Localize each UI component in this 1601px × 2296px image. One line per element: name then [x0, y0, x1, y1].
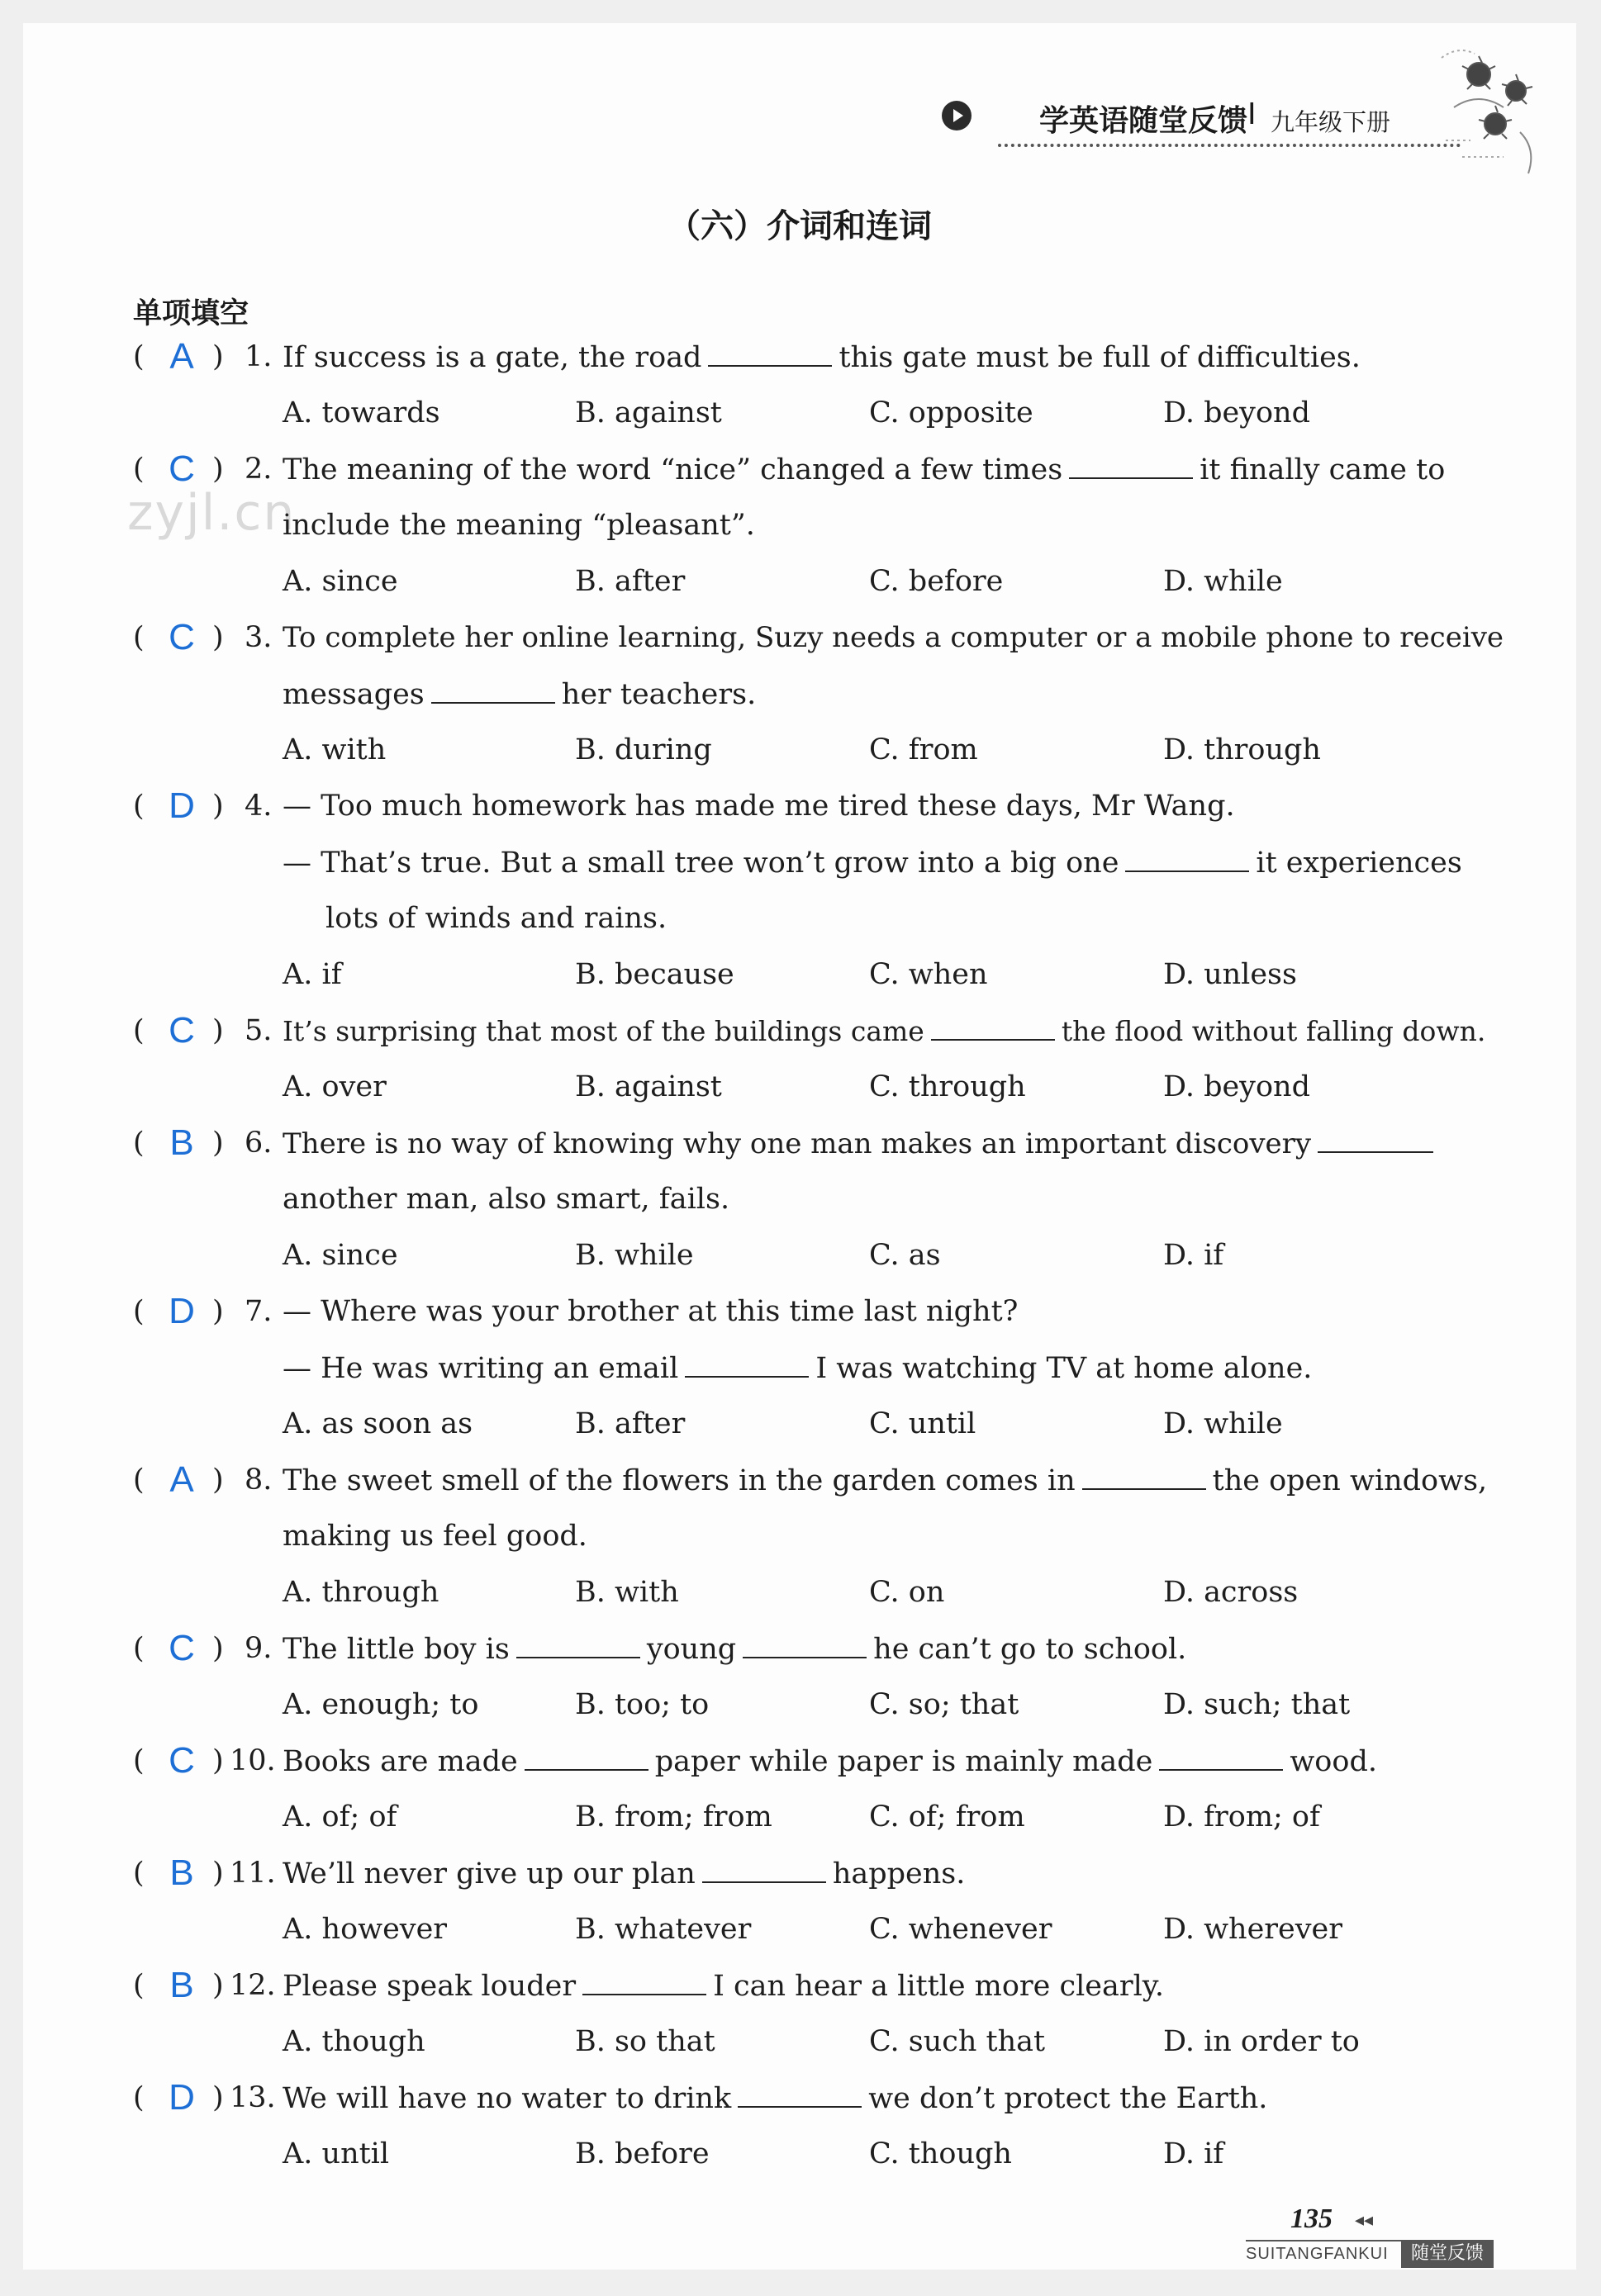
blank[interactable]: [1082, 1463, 1206, 1490]
option-c[interactable]: C. whenever: [869, 1913, 1052, 1946]
option-c[interactable]: C. so; that: [869, 1688, 1019, 1721]
option-d[interactable]: D. beyond: [1163, 1070, 1310, 1103]
question-text: To complete her online learning, Suzy needs a computer or a mobile phone to receive: [283, 621, 1504, 654]
play-icon: [942, 101, 972, 130]
blank[interactable]: [1159, 1744, 1283, 1771]
question-number: 5.: [245, 1014, 273, 1047]
question-text-cont: lots of winds and rains.: [325, 902, 667, 935]
blank[interactable]: [738, 2081, 862, 2108]
question-text: — Where was your brother at this time last night?: [283, 1295, 1019, 1328]
footer-rule: [1246, 2240, 1401, 2241]
question-text: Books are made paper while paper is mainly made wood.: [283, 1745, 1377, 1778]
option-a[interactable]: A. if: [283, 958, 342, 991]
question-number: 9.: [245, 1632, 273, 1665]
option-d[interactable]: D. such; that: [1163, 1688, 1351, 1721]
question-text: The little boy is young he can’t go to school.: [283, 1633, 1187, 1666]
part-title: 单项填空: [133, 297, 249, 330]
question-text-cont: another man, also smart, fails.: [283, 1183, 730, 1216]
question-number: 12.: [230, 1969, 276, 2002]
footer-tag: 随堂反馈: [1401, 2240, 1494, 2268]
option-b[interactable]: B. whatever: [575, 1913, 752, 1946]
question-number: 1.: [245, 340, 273, 373]
option-c[interactable]: C. until: [869, 1407, 976, 1440]
question-text: It’s surprising that most of the buildings came the flood without falling down.: [283, 1015, 1486, 1047]
question-number: 7.: [245, 1295, 273, 1328]
question-text-cont: — He was writing an email I was watching TV at home alone.: [283, 1352, 1313, 1385]
option-b[interactable]: B. against: [575, 1070, 722, 1103]
option-c[interactable]: C. from: [869, 733, 978, 766]
answer: D: [169, 2077, 195, 2118]
option-b[interactable]: B. too; to: [575, 1688, 710, 1721]
option-b[interactable]: B. from; from: [575, 1800, 772, 1833]
answer-bracket: ( ): [133, 1463, 224, 1497]
answer: A: [169, 336, 194, 377]
option-c[interactable]: C. through: [869, 1070, 1026, 1103]
question-number: 2.: [245, 453, 273, 486]
option-b[interactable]: B. during: [575, 733, 712, 766]
question-text: The meaning of the word “nice” changed a few times it finally came to: [283, 453, 1446, 486]
option-b[interactable]: B. before: [575, 2137, 710, 2170]
question-number: 3.: [245, 621, 273, 654]
option-b[interactable]: B. after: [575, 565, 686, 598]
option-c[interactable]: C. though: [869, 2137, 1012, 2170]
option-d[interactable]: D. while: [1163, 1407, 1283, 1440]
option-a[interactable]: A. however: [283, 1913, 448, 1946]
option-c[interactable]: C. such that: [869, 2025, 1046, 2058]
option-d[interactable]: D. from; of: [1163, 1800, 1320, 1833]
footer-pinyin: SUITANGFANKUI: [1246, 2245, 1389, 2263]
section-title: （六）介词和连词: [667, 207, 932, 245]
question-text-cont: messages her teachers.: [283, 678, 757, 711]
option-b[interactable]: B. so that: [575, 2025, 715, 2058]
option-a[interactable]: A. through: [283, 1576, 439, 1609]
answer-bracket: ( ): [133, 453, 224, 486]
blank[interactable]: [685, 1351, 809, 1378]
blank[interactable]: [708, 340, 832, 367]
question-text: We will have no water to drink we don’t protect the Earth.: [283, 2082, 1268, 2115]
book-subtitle: 九年级下册: [1271, 108, 1391, 136]
answer: D: [169, 785, 195, 826]
blank[interactable]: [1318, 1127, 1433, 1153]
blank[interactable]: [516, 1632, 640, 1658]
arrow-left-icon: ◂◂: [1355, 2210, 1374, 2231]
option-c[interactable]: C. opposite: [869, 396, 1033, 429]
option-a[interactable]: A. of; of: [283, 1800, 397, 1833]
answer: C: [169, 1740, 195, 1781]
question-number: 11.: [230, 1857, 276, 1890]
option-d[interactable]: D. wherever: [1163, 1913, 1342, 1946]
option-a[interactable]: A. with: [283, 733, 387, 766]
answer-bracket: ( ): [133, 1744, 224, 1777]
blank[interactable]: [702, 1857, 826, 1883]
answer: B: [169, 1965, 194, 2005]
option-d[interactable]: D. if: [1163, 1239, 1224, 1272]
page-number: 135: [1290, 2203, 1333, 2234]
answer-bracket: ( ): [133, 1632, 224, 1665]
option-d[interactable]: D. in order to: [1163, 2025, 1360, 2058]
option-d[interactable]: D. if: [1163, 2137, 1224, 2170]
question-text: There is no way of knowing why one man makes an important discovery: [283, 1127, 1440, 1160]
blank[interactable]: [525, 1744, 648, 1771]
option-d[interactable]: D. through: [1163, 733, 1321, 766]
option-d[interactable]: D. unless: [1163, 958, 1297, 991]
answer: D: [169, 1291, 195, 1331]
answer-bracket: ( ): [133, 790, 224, 823]
blank[interactable]: [582, 1969, 706, 1995]
book-title: 学英语随堂反馈: [1039, 104, 1248, 138]
option-a[interactable]: A. since: [283, 565, 398, 598]
option-b[interactable]: B. after: [575, 1407, 686, 1440]
question-text-cont: — That’s true. But a small tree won’t grow into a big one it experiences: [283, 847, 1462, 880]
question-text: If success is a gate, the road this gate must be full of difficulties.: [283, 341, 1361, 374]
title-separator: I: [1247, 97, 1257, 131]
answer: B: [169, 1852, 194, 1893]
question-text: — Too much homework has made me tired these days, Mr Wang.: [283, 790, 1235, 823]
watermark: zyjl.cn: [127, 484, 297, 542]
header-dotted-rule: [998, 144, 1461, 147]
answer-bracket: ( ): [133, 340, 224, 373]
answer: C: [169, 448, 195, 489]
question-number: 6.: [245, 1127, 273, 1160]
option-a[interactable]: A. enough; to: [283, 1688, 479, 1721]
question-text-cont: include the meaning “pleasant”.: [283, 509, 755, 542]
answer: A: [169, 1459, 194, 1500]
question-number: 8.: [245, 1463, 273, 1497]
blank[interactable]: [743, 1632, 867, 1658]
option-d[interactable]: D. while: [1163, 565, 1283, 598]
option-c[interactable]: C. before: [869, 565, 1004, 598]
answer-bracket: ( ): [133, 1014, 224, 1047]
option-d[interactable]: D. beyond: [1163, 396, 1310, 429]
option-b[interactable]: B. while: [575, 1239, 694, 1272]
answer: B: [169, 1122, 194, 1163]
option-b[interactable]: B. against: [575, 396, 722, 429]
option-a[interactable]: A. since: [283, 1239, 398, 1272]
option-a[interactable]: A. though: [283, 2025, 425, 2058]
answer-bracket: ( ): [133, 2081, 224, 2114]
question-text-cont: making us feel good.: [283, 1520, 587, 1553]
question-text: The sweet smell of the flowers in the garden comes in the open windows,: [283, 1464, 1488, 1497]
sunflower-decoration-icon: [1437, 41, 1561, 182]
answer: C: [169, 617, 195, 657]
question-number: 10.: [230, 1744, 276, 1777]
option-d[interactable]: D. across: [1163, 1576, 1299, 1609]
answer: C: [169, 1010, 195, 1051]
answer-bracket: ( ): [133, 1295, 224, 1328]
question-text: We’ll never give up our plan happens.: [283, 1857, 966, 1890]
answer-bracket: ( ): [133, 621, 224, 654]
question-number: 13.: [230, 2081, 276, 2114]
option-c[interactable]: C. on: [869, 1576, 945, 1609]
blank[interactable]: [931, 1014, 1055, 1041]
answer: C: [169, 1628, 195, 1668]
answer-bracket: ( ): [133, 1127, 224, 1160]
option-a[interactable]: A. until: [283, 2137, 390, 2170]
option-b[interactable]: B. with: [575, 1576, 679, 1609]
blank[interactable]: [1069, 453, 1193, 479]
answer-bracket: ( ): [133, 1857, 224, 1890]
option-c[interactable]: C. of; from: [869, 1800, 1025, 1833]
blank[interactable]: [431, 677, 555, 704]
option-a[interactable]: A. towards: [283, 396, 440, 429]
option-b[interactable]: B. because: [575, 958, 734, 991]
page: [23, 23, 1576, 2270]
option-a[interactable]: A. over: [283, 1070, 387, 1103]
answer-bracket: ( ): [133, 1969, 224, 2002]
option-c[interactable]: C. when: [869, 958, 988, 991]
option-c[interactable]: C. as: [869, 1239, 941, 1272]
question-text: Please speak louder I can hear a little more clearly.: [283, 1970, 1165, 2003]
question-number: 4.: [245, 790, 273, 823]
option-a[interactable]: A. as soon as: [283, 1407, 473, 1440]
blank[interactable]: [1125, 846, 1249, 872]
